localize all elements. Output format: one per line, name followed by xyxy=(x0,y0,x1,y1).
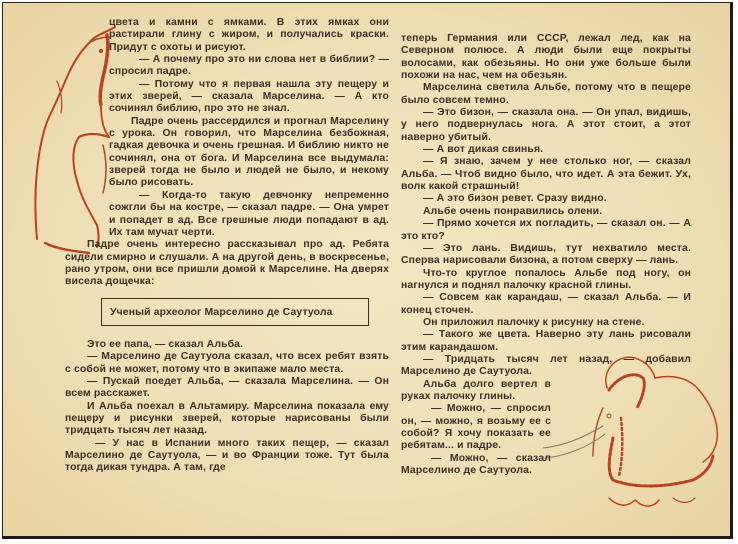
paragraph: Это ее папа, — сказал Альба. xyxy=(87,338,244,350)
paragraph: — Это бизон, — сказала она. — Он упал, видишь, у него подвернулась нога. А этот стоит, а этот наверно убитый. xyxy=(401,107,691,143)
paragraph: цвета и камни с ямками. В этих ямках они растирали глину с жиром, и получались краски. Придут с охоты и рисуют. xyxy=(109,17,389,53)
paragraph: — А почему про это ни слова нет в библии? — спросил падре. xyxy=(109,54,389,78)
paragraph: — Потому что я первая нашла эту пещеру и этих зверей, — сказала Марселина. — А кто сочинял библию, про это не знал. xyxy=(109,78,389,115)
door-sign: Ученый археолог Марселино де Саутуола xyxy=(101,298,369,326)
paragraph: — Можно, — спросил он, — можно, я возьму ее с собой? Я хочу показать ее ребятам... и падре. xyxy=(401,403,551,452)
paragraph: Альба долго вертел в руках палочку глины. xyxy=(401,378,551,402)
left-text-column xyxy=(65,17,389,475)
paragraph: — Марселино де Саутуола сказал, что всех ребят взять с собой не может, потому что в экипаже мало места. xyxy=(65,351,389,375)
paragraph: И Альба поехал в Альтамиру. Марселина показала ему пещеру и рисунки зверей, которые нарисованы были тридцать тысяч лет назад. xyxy=(65,400,389,437)
paragraph: — Такого же цвета. Наверно эту лань рисовали этим карандашом. xyxy=(401,329,691,353)
paragraph: Он приложил палочку к рисунку на стене. xyxy=(423,316,645,328)
paragraph: — Можно, — сказал Марселино де Саутуола. xyxy=(401,452,551,477)
paragraph: Альбе очень понравились олени. xyxy=(423,205,603,217)
paragraph: Марселина светила Альбе, потому что в пещере было совсем темно. xyxy=(401,82,691,106)
paragraph: — Прямо хочется их погладить, — сказал он. — А это кто? xyxy=(401,218,691,242)
paragraph: Падре очень рассердился и прогнал Марселину с урока. Он говорил, что Марселина безбожная, гадкая девочка и очень грешная. И библию никто не сочинял, она от бога. И Марселина все выдумала: зверей тогда не было и людей не было, и некому было рисовать. xyxy=(109,115,389,189)
paragraph: — У нас в Испании много таких пещер, — сказал Марселино де Саутуола, — и во Франции тоже. Тут была тогда дикая тундра. А там, где xyxy=(65,437,389,474)
paragraph: — Когда-то такую девчонку непременно сожгли бы на костре, — сказал падре. — Она умрет и попадет в ад. Все грешные люди попадают в ад. Их там мучат черти. xyxy=(109,189,389,238)
paragraph: — А вот дикая свинья. xyxy=(423,144,544,156)
paragraph: — Тридцать тысяч лет назад, — добавил Марселино де Саутуола. xyxy=(401,353,691,378)
cave-bear-illustration xyxy=(17,21,117,261)
paragraph: — Совсем как карандаш, — сказал Альба. — И конец сточен. xyxy=(401,292,691,316)
book-spread xyxy=(2,2,733,539)
paragraph: — Это лань. Видишь, тут нехватило места. Сперва нарисовали бизона, а потом сверху — лань. xyxy=(401,242,691,267)
paragraph: Падре очень интересно рассказывал про ад. Ребята сидели смирно и слушали. А на другой день, в воскресенье, рано утром, они все пришли домой к Марселине. На дверях висела дощечка: xyxy=(65,239,389,288)
paragraph: — А это бизон ревет. Сразу видно. xyxy=(423,193,607,205)
paragraph: Что-то круглое попалось Альбе под ногу, он нагнулся и поднял палочку красной глины. xyxy=(401,267,691,291)
narrow-text-block xyxy=(401,379,551,478)
paragraph: — Я знаю, зачем у нее столько ног, — сказал Альба. — Чтоб видно было, что идет. А эта бежит. Ух, волк какой страшный! xyxy=(401,156,691,193)
paragraph: теперь Германия или СССР, лежал лед, как на Северном полюсе. А люди были еще покрыты волосами, как обезьяны. Но они уже больше были похожи на нас, чем на обезьян. xyxy=(401,33,691,82)
paragraph: — Пускай поедет Альба, — сказала Марселина. — Он всем расскажет. xyxy=(65,375,389,400)
right-text-column xyxy=(401,33,691,477)
